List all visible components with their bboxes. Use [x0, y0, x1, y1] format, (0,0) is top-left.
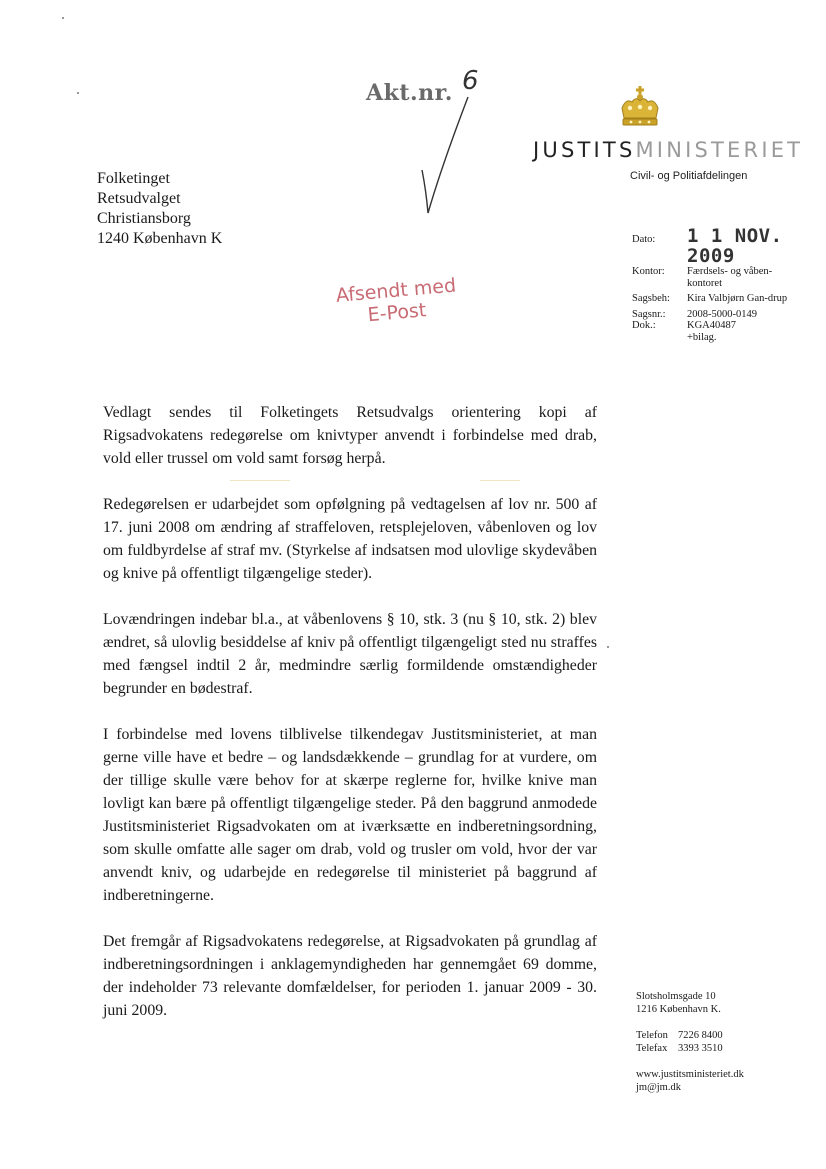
fax-label: Telefax [636, 1042, 668, 1054]
akt-number: 6 [462, 66, 479, 96]
recipient-line: Retsudvalget [97, 190, 181, 207]
doc-value: KGA40487 [687, 320, 736, 332]
letter-body [103, 401, 597, 1045]
ministry-name [533, 138, 803, 162]
address-city: 1216 København K. [636, 1003, 721, 1015]
fax-row [636, 1043, 744, 1056]
email-stamp-line2: E-Post [366, 299, 428, 327]
ministry-name-bold: JUSTITS [533, 138, 636, 162]
ministry-address [636, 991, 744, 1095]
caseworker-row [632, 289, 797, 305]
date-label: Dato: [632, 234, 656, 245]
check-mark-icon [420, 95, 470, 220]
caseno-value: 2008-5000-0149 [687, 308, 757, 320]
caseno-label: Sagsnr.: [632, 308, 666, 320]
caseworker-label: Sagsbeh: [632, 293, 670, 305]
email-sent-stamp [335, 275, 459, 329]
body-paragraph: Det fremgår af Rigsadvokatens redegørelse, at Rigsadvokaten på grundlag af indberetningsordningen i anklagemyndigheden har gennemgået 69 domme, der indeholder 73 relevante domfældelser, for perioden 1. januar 2009 - 30. juni 2009. [103, 933, 597, 1019]
office-row [632, 266, 797, 289]
caseno-row [632, 305, 797, 321]
recipient-address [97, 169, 222, 249]
recipient-line: Folketinget [97, 170, 170, 187]
recipient-line: Christiansborg [97, 210, 191, 227]
body-paragraph: Vedlagt sendes til Folketingets Retsudvalgs orientering kopi af Rigsadvokatens redegørelse om knivtyper anvendt i forbindelse med drab, vold eller trussel om vold samt forsøg herpå. [103, 404, 597, 467]
website: www.justitsministeriet.dk [636, 1069, 744, 1081]
recipient-line: 1240 København K [97, 230, 223, 247]
case-metadata [632, 226, 797, 344]
scan-speck [62, 17, 64, 19]
body-paragraph: Lovændringen indebar bl.a., at våbenlovens § 10, stk. 3 (nu § 10, stk. 2) blev ændret, så ulovlig besiddelse af kniv på offentligt tilgængeligt sted nu straffes med fængsel indtil 2 år, medmindre særlig formildende omstændigheder begrunder en bødestraf. [103, 611, 597, 697]
scan-speck [607, 646, 609, 648]
department-name: Civil- og Politiafdelingen [630, 170, 748, 182]
office-label: Kontor: [632, 266, 665, 277]
phone-number: 7226 8400 [678, 1030, 723, 1042]
crown-icon [618, 86, 662, 132]
doc-row [632, 320, 797, 332]
address-street: Slotsholmsgade 10 [636, 991, 716, 1002]
caseworker-value: Kira Valbjørn Gan-drup [687, 293, 788, 305]
fax-number: 3393 3510 [678, 1042, 723, 1054]
office-value: Færdsels- og våben-kontoret [687, 266, 773, 289]
doc-label: Dok.: [632, 320, 656, 332]
scan-speck [77, 92, 79, 94]
email-address: jm@jm.dk [636, 1081, 681, 1093]
akt-nr-stamp: Akt.nr. [366, 80, 453, 106]
email-stamp-line1: Afsendt med [335, 274, 457, 307]
body-paragraph: Redegørelsen er udarbejdet som opfølgning på vedtagelsen af lov nr. 500 af 17. juni 2008 om ændring af straffeloven, retsplejeloven, våbenloven og lov om fuldbyrdelse af straf mv. (Styrkelse af indsatsen mod ulovlige skydevåben og knive på offentligt tilgængelige steder). [103, 496, 597, 582]
body-paragraph: I forbindelse med lovens tilblivelse tilkendegav Justitsministeriet, at man gerne ville have et bedre – og landsdækkende – grundlag for at vurdere, om der tillige skulle være behov for at skærpe reglerne for, hvilke knive man lovligt kan bære på offentligt tilgængelige steder. På den baggrund anmodede Justitsministeriet Rigsadvokaten om at iværksætte en indberetningsordning, som skulle omfatte alle sager om drab, vold og trusler om vold, hvor der var anvendt kniv, og udarbejde en redegørelse til ministeriet på baggrund af indberetningerne. [103, 726, 597, 904]
attachment-note: +bilag. [687, 331, 717, 343]
date-row [632, 226, 797, 266]
date-stamp: 1 1 NOV. 2009 [687, 225, 783, 267]
phone-row [636, 1030, 744, 1043]
phone-label: Telefon [636, 1030, 668, 1042]
attachment-row [632, 332, 797, 344]
ministry-name-light: MINISTERIET [635, 138, 804, 162]
